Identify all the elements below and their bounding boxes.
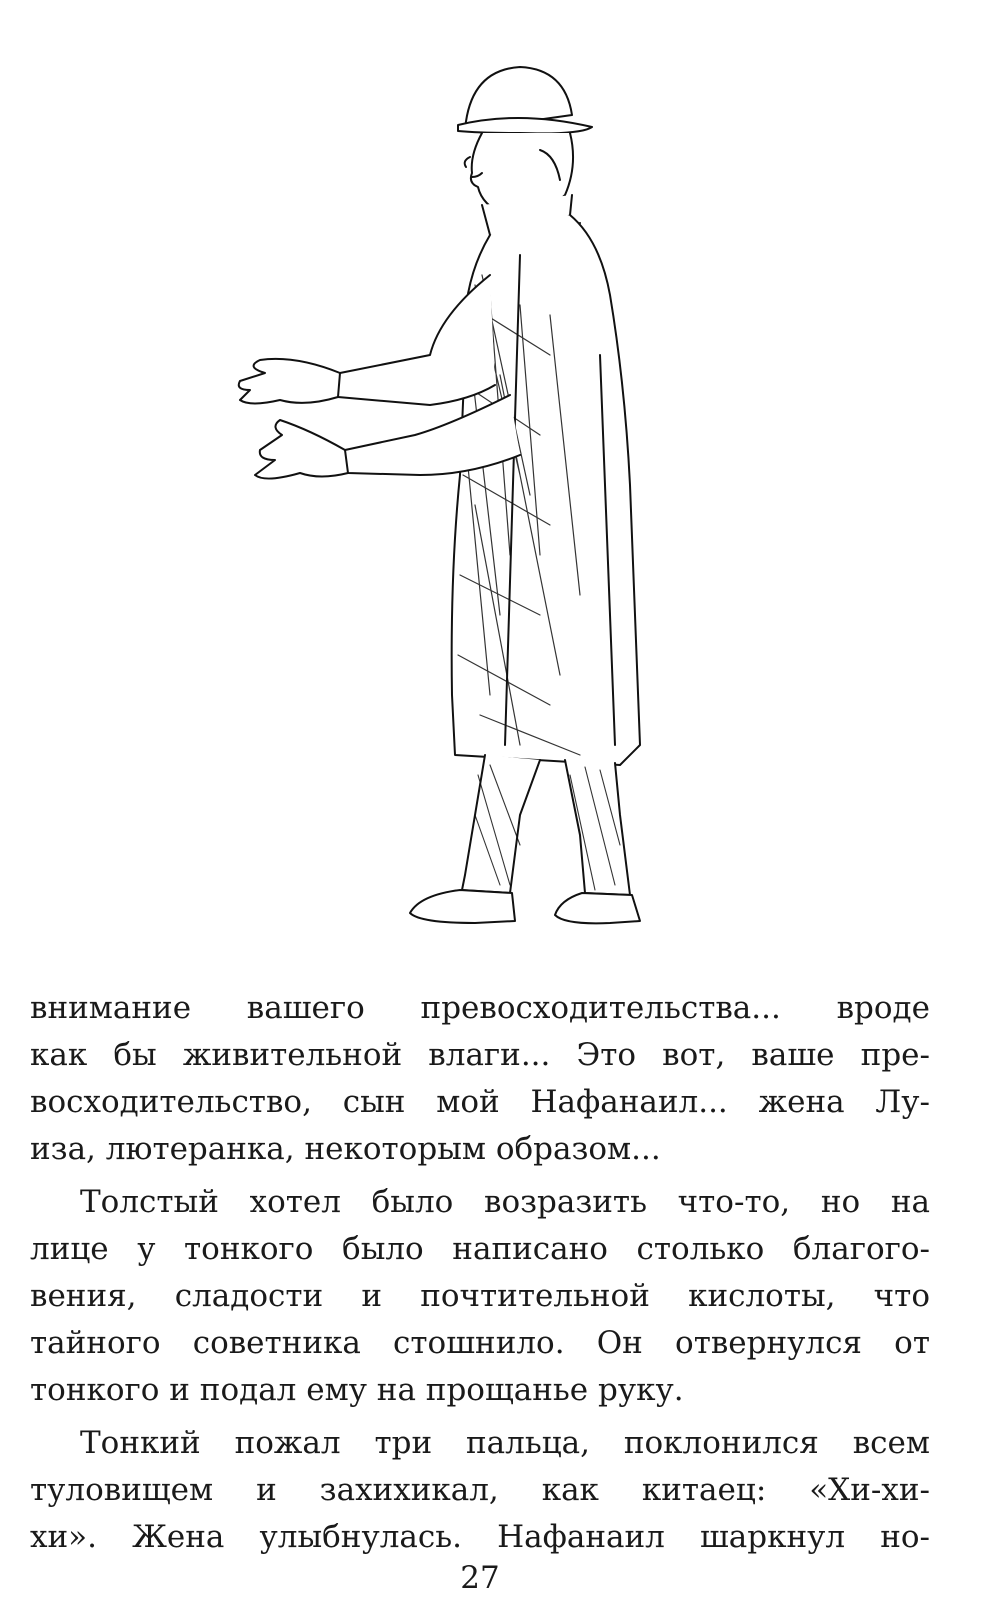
text-line: Толстый хотел было возразить что-то, но на [80, 1184, 930, 1220]
page-number: 27 [460, 1560, 500, 1596]
text-line: хи». Жена улыбнулась. Нафанаил шаркнул но- [30, 1519, 930, 1555]
text-line: как бы живительной влаги... Это вот, ваше пре- [30, 1037, 930, 1073]
text-line: восходительство, сын мой Нафанаил... жена Лу- [30, 1084, 930, 1120]
text-line: лице у тонкого было написано столько благого- [30, 1231, 930, 1267]
paragraph-3 [30, 1420, 930, 1561]
text-line: иза, лютеранка, некоторым образом... [30, 1131, 661, 1167]
text-line: вения, сладости и почтительной кислоты, что [30, 1278, 930, 1314]
paragraph-2 [30, 1179, 930, 1414]
man-in-bowler-hat-icon [220, 55, 660, 955]
body-text [30, 985, 930, 1561]
text-line: тайного советника стошнило. Он отвернулся от [30, 1325, 930, 1361]
text-line: Тонкий пожал три пальца, поклонился всем [80, 1425, 930, 1461]
paragraph-1 [30, 985, 930, 1173]
text-line: внимание вашего превосходительства... вроде [30, 990, 930, 1026]
text-line: тонкого и подал ему на прощанье руку. [30, 1372, 684, 1408]
text-line: туловищем и захихикал, как китаец: «Хи-хи- [30, 1472, 930, 1508]
illustration-man-in-coat [220, 55, 660, 955]
